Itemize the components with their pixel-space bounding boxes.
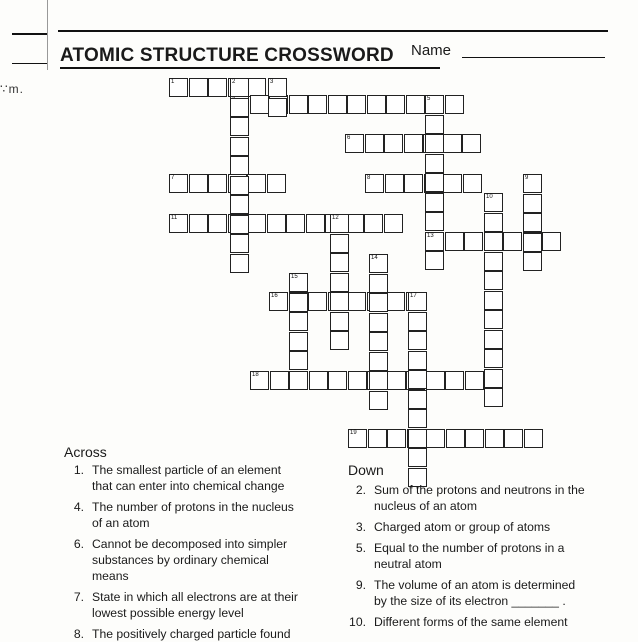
grid-cell[interactable] (369, 313, 388, 332)
grid-cell[interactable] (189, 174, 208, 193)
grid-cell[interactable] (445, 371, 464, 390)
grid-cell[interactable] (306, 214, 325, 233)
clue-text: lowest possible energy level (92, 606, 244, 620)
grid-cell[interactable] (425, 193, 444, 212)
clue-num: 1. (73, 463, 84, 477)
grid-cell[interactable] (345, 134, 364, 153)
clue-num: 3. (355, 520, 366, 534)
clue-number: 10 (486, 194, 493, 200)
clue-num: 4. (73, 500, 84, 514)
grid-cell[interactable] (408, 448, 427, 467)
grid-cell[interactable] (445, 95, 464, 114)
clue-text: Equal to the number of protons in a (374, 541, 565, 555)
grid-cell[interactable] (267, 174, 286, 193)
clue-num: 5. (355, 541, 366, 555)
grid-cell[interactable] (408, 331, 427, 350)
grid-cell[interactable] (542, 232, 561, 251)
grid-cell[interactable] (425, 95, 444, 114)
grid-cell[interactable] (408, 390, 427, 409)
clue-num: 6. (73, 537, 84, 551)
grid-cell[interactable] (289, 351, 308, 370)
grid-cell[interactable] (208, 174, 227, 193)
margin-fragment: ∵m. (0, 82, 24, 96)
grid-cell[interactable] (328, 371, 347, 390)
grid-cell[interactable] (484, 349, 503, 368)
grid-cell[interactable] (406, 95, 425, 114)
grid-cell[interactable] (230, 176, 249, 195)
grid-cell[interactable] (230, 215, 249, 234)
grid-cell[interactable] (208, 78, 227, 97)
grid-cell[interactable] (230, 78, 249, 97)
grid-cell[interactable] (230, 137, 249, 156)
grid-cell[interactable] (464, 232, 483, 251)
grid-cell[interactable] (189, 214, 208, 233)
grid-cell[interactable] (484, 291, 503, 310)
grid-cell[interactable] (347, 292, 366, 311)
grid-cell[interactable] (386, 95, 405, 114)
grid-cell[interactable] (230, 117, 249, 136)
grid-cell[interactable] (484, 271, 503, 290)
grid-cell[interactable] (270, 371, 289, 390)
grid-cell[interactable] (408, 409, 427, 428)
grid-cell[interactable] (463, 174, 482, 193)
grid-cell[interactable] (404, 174, 423, 193)
clue-number: 1 (171, 79, 175, 85)
grid-cell[interactable] (462, 134, 481, 153)
grid-cell[interactable] (169, 174, 188, 193)
grid-cell[interactable] (230, 234, 249, 253)
grid-cell[interactable] (484, 330, 503, 349)
grid-cell[interactable] (425, 134, 444, 153)
grid-cell[interactable] (369, 274, 388, 293)
grid-cell[interactable] (425, 232, 444, 251)
clue-text: Charged atom or group of atoms (374, 520, 551, 534)
grid-cell[interactable] (365, 134, 384, 153)
grid-cell[interactable] (169, 214, 188, 233)
grid-cell[interactable] (523, 194, 542, 213)
clue-number: 13 (427, 233, 434, 239)
name-label: Name (411, 42, 452, 59)
grid-cell[interactable] (330, 253, 349, 272)
clue-text: The number of protons in the nucleus (92, 500, 294, 514)
grid-cell[interactable] (443, 174, 462, 193)
grid-cell[interactable] (348, 371, 367, 390)
grid-cell[interactable] (267, 214, 286, 233)
clue-text: neutral atom (374, 557, 442, 571)
clue-text: means (92, 569, 129, 583)
grid-cell[interactable] (268, 78, 287, 97)
grid-cell[interactable] (289, 95, 308, 114)
grid-cell[interactable] (269, 292, 288, 311)
grid-cell[interactable] (230, 195, 249, 214)
grid-cell[interactable] (445, 232, 464, 251)
grid-cell[interactable] (425, 212, 444, 231)
grid-cell[interactable] (369, 293, 388, 312)
grid-cell[interactable] (250, 95, 269, 114)
grid-cell[interactable] (369, 254, 388, 273)
grid-cell[interactable] (230, 98, 249, 117)
grid-cell[interactable] (330, 312, 349, 331)
clue-number: 16 (271, 293, 278, 299)
grid-cell[interactable] (328, 95, 347, 114)
grid-cell[interactable] (247, 214, 266, 233)
grid-cell[interactable] (524, 429, 543, 448)
grid-cell[interactable] (289, 332, 308, 351)
clue-text: Sum of the protons and neutrons in the (374, 483, 585, 497)
grid-cell[interactable] (426, 429, 445, 448)
grid-cell[interactable] (523, 174, 542, 193)
clue-num: 10. (349, 615, 366, 629)
grid-cell[interactable] (484, 369, 503, 388)
grid-cell[interactable] (425, 251, 444, 270)
grid-cell[interactable] (286, 214, 305, 233)
grid-cell[interactable] (330, 292, 349, 311)
clue-number: 15 (291, 274, 298, 280)
grid-cell[interactable] (408, 292, 427, 311)
grid-cell[interactable] (504, 429, 523, 448)
clue-text: The volume of an atom is determined (374, 578, 576, 592)
grid-cell[interactable] (289, 293, 308, 312)
clue-text: The positively charged particle found (92, 627, 291, 641)
grid-cell[interactable] (208, 214, 227, 233)
grid-cell[interactable] (384, 214, 403, 233)
clue-number: 6 (347, 135, 351, 141)
grid-cell[interactable] (169, 78, 188, 97)
clue-number: 3 (270, 79, 274, 85)
grid-cell[interactable] (443, 134, 462, 153)
clue-num: 9. (355, 578, 366, 592)
grid-cell[interactable] (523, 233, 542, 252)
clue-text: The smallest particle of an element (92, 463, 281, 477)
grid-cell[interactable] (367, 95, 386, 114)
grid-cell[interactable] (385, 174, 404, 193)
grid-cell[interactable] (465, 371, 484, 390)
grid-cell[interactable] (523, 213, 542, 232)
grid-cell[interactable] (348, 429, 367, 448)
clue-number: 11 (171, 215, 178, 221)
grid-cell[interactable] (369, 352, 388, 371)
clue-text: substances by ordinary chemical (92, 553, 269, 567)
clue-text: Cannot be decomposed into simpler (92, 537, 288, 551)
grid-cell[interactable] (465, 429, 484, 448)
clue-num: 2. (355, 483, 366, 497)
grid-cell[interactable] (387, 371, 406, 390)
grid-cell[interactable] (347, 95, 366, 114)
grid-cell[interactable] (408, 351, 427, 370)
clue-number: 8 (367, 175, 371, 181)
grid-cell[interactable] (484, 252, 503, 271)
clue-number: 5 (427, 96, 431, 102)
grid-cell[interactable] (425, 173, 444, 192)
clue-text: Different forms of the same element (374, 615, 568, 629)
grid-cell[interactable] (364, 214, 383, 233)
grid-cell[interactable] (384, 134, 403, 153)
grid-cell[interactable] (308, 292, 327, 311)
grid-cell[interactable] (330, 331, 349, 350)
page-title: ATOMIC STRUCTURE CROSSWORD (60, 45, 394, 66)
grid-cell[interactable] (230, 254, 249, 273)
clue-text: by the size of its electron _______ . (374, 594, 566, 608)
grid-cell[interactable] (425, 154, 444, 173)
grid-cell[interactable] (523, 252, 542, 271)
grid-cell[interactable] (250, 371, 269, 390)
grid-cell[interactable] (484, 388, 503, 407)
clue-number: 14 (371, 255, 378, 261)
clue-text: that can enter into chemical change (92, 479, 285, 493)
grid-cell[interactable] (387, 429, 406, 448)
grid-cell[interactable] (289, 312, 308, 331)
clue-number: 19 (350, 430, 357, 436)
grid-cell[interactable] (408, 312, 427, 331)
grid-cell[interactable] (408, 370, 427, 389)
grid-cell[interactable] (369, 391, 388, 410)
grid-cell[interactable] (309, 371, 328, 390)
clue-text: State in which all electrons are at their (92, 590, 298, 604)
grid-cell[interactable] (365, 174, 384, 193)
grid-cell[interactable] (425, 115, 444, 134)
grid-cell[interactable] (330, 273, 349, 292)
grid-cell[interactable] (330, 234, 349, 253)
grid-cell[interactable] (484, 310, 503, 329)
grid-cell[interactable] (484, 193, 503, 212)
grid-cell[interactable] (484, 232, 503, 251)
grid-cell[interactable] (485, 429, 504, 448)
down-heading: Down (348, 462, 384, 478)
clue-text: nucleus of an atom (374, 499, 477, 513)
grid-cell[interactable] (230, 156, 249, 175)
grid-cell[interactable] (368, 429, 387, 448)
grid-cell[interactable] (404, 134, 423, 153)
grid-cell[interactable] (330, 214, 349, 233)
grid-cell[interactable] (268, 98, 287, 117)
grid-cell[interactable] (369, 371, 388, 390)
clue-number: 12 (332, 215, 339, 221)
clue-num: 8. (73, 627, 84, 641)
grid-cell[interactable] (289, 371, 308, 390)
across-heading: Across (64, 444, 107, 460)
clue-number: 18 (252, 372, 259, 378)
grid-cell[interactable] (446, 429, 465, 448)
clue-text: of an atom (92, 516, 150, 530)
grid-cell[interactable] (484, 213, 503, 232)
clue-number: 2 (232, 79, 236, 85)
grid-cell[interactable] (289, 273, 308, 292)
grid-cell[interactable] (308, 95, 327, 114)
clue-num: 7. (73, 590, 84, 604)
grid-cell[interactable] (503, 232, 522, 251)
grid-cell[interactable] (247, 174, 266, 193)
grid-cell[interactable] (426, 371, 445, 390)
clue-number: 9 (525, 175, 529, 181)
grid-cell[interactable] (386, 292, 405, 311)
grid-cell[interactable] (408, 429, 427, 448)
clue-number: 7 (171, 175, 175, 181)
grid-cell[interactable] (189, 78, 208, 97)
grid-cell[interactable] (369, 332, 388, 351)
clue-number: 17 (410, 293, 417, 299)
